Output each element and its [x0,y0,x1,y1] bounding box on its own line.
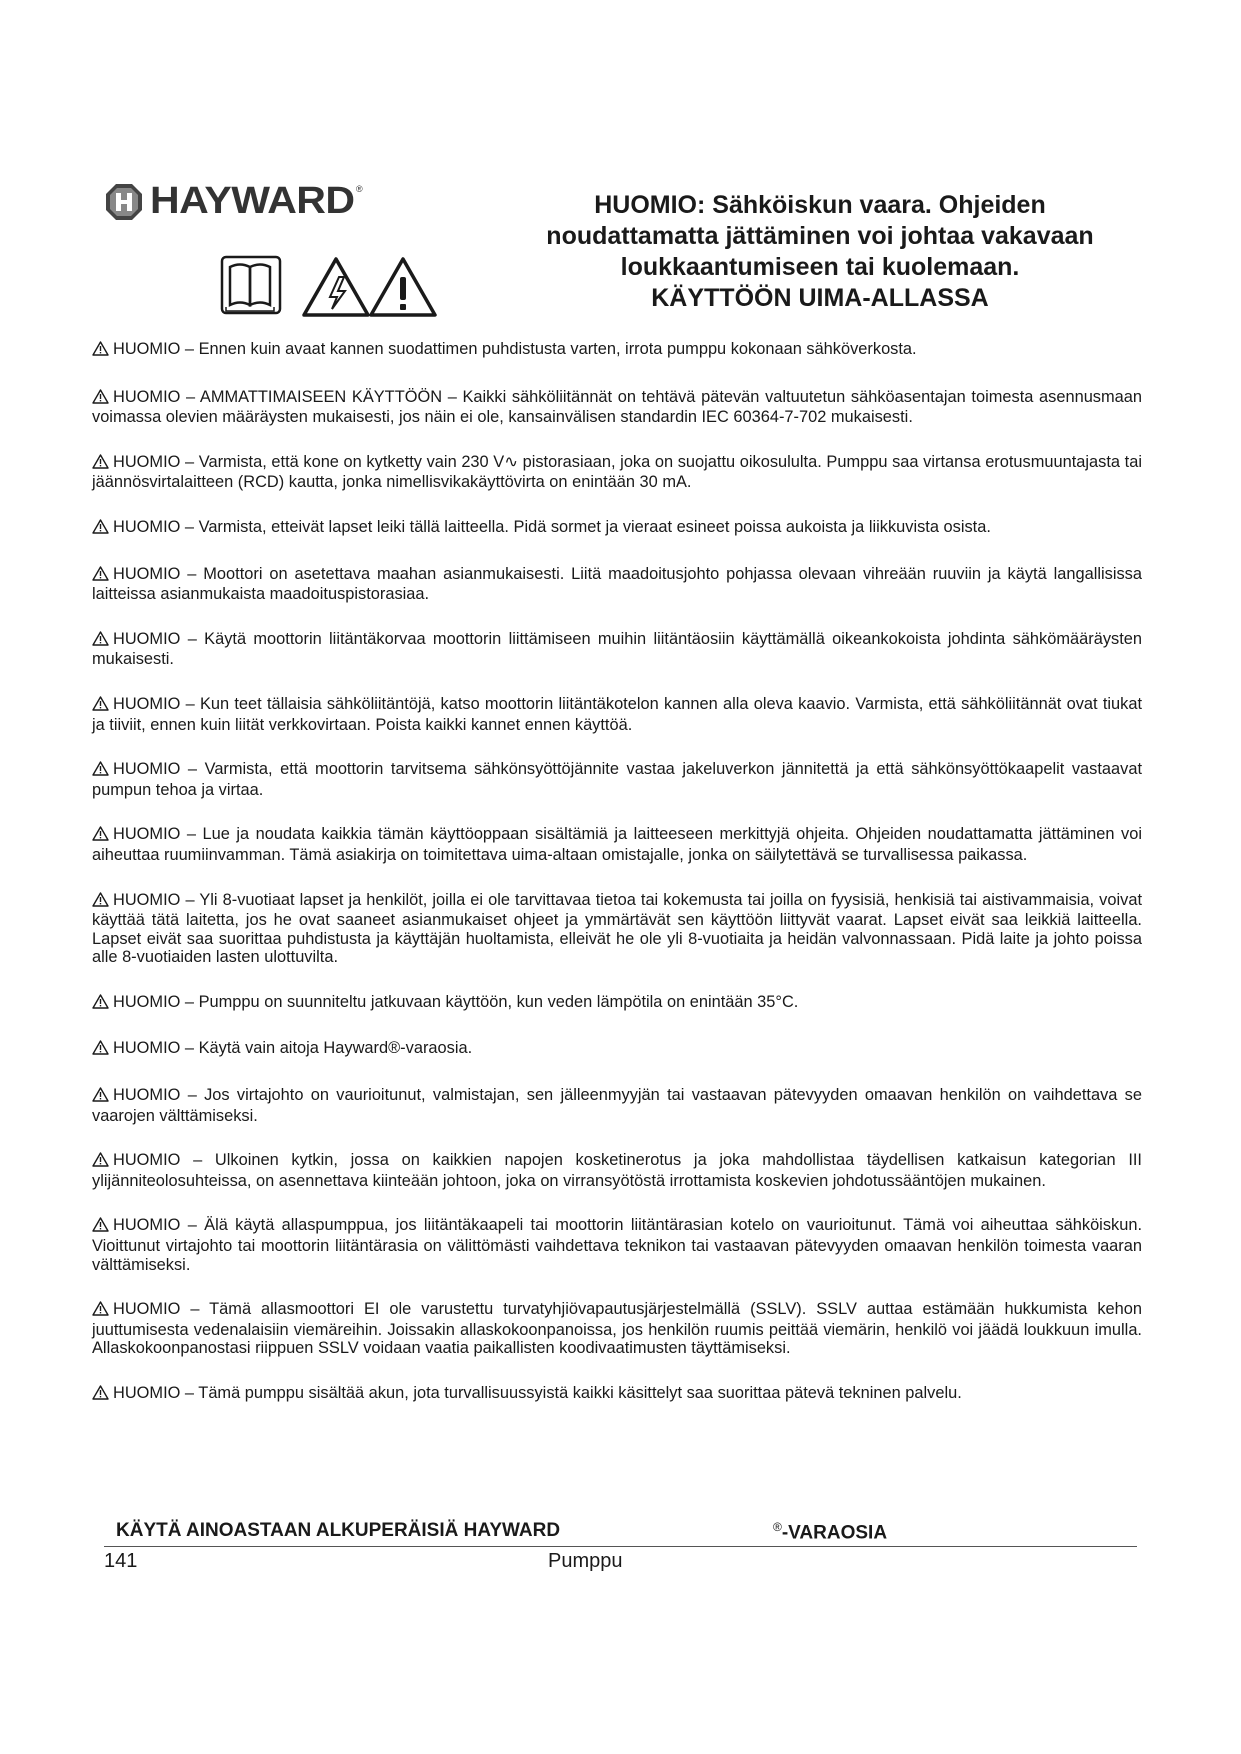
header-line-4: KÄYTTÖÖN UIMA-ALLASSA [651,284,989,312]
footer-title-left: KÄYTÄ AINOASTAAN ALKUPERÄISIÄ HAYWARD [116,1520,561,1541]
warning-paragraph [92,993,1142,1014]
warning-text: HUOMIO – Varmista, että moottorin tarvitsema sähkönsyöttöjännite vastaa jakeluverkon jännitettä ja että sähkönsyöttökaapelit vastaavat pumpun tehoa ja virtaa. [92,760,1142,799]
warning-paragraph [92,518,1142,539]
warning-text: HUOMIO – Tämä pumppu sisältää akun, jota turvallisuussyistä kaikki käsittelyt saa suorittaa pätevä tekninen palvelu. [113,1384,962,1402]
warning-paragraph [92,1039,1142,1060]
warning-triangle-icon [92,341,109,361]
logo-reg-mark: ® [356,184,363,194]
brand-logo [104,180,355,223]
electric-shock-warning-icon [304,259,368,315]
manual-book-icon [222,257,280,313]
warning-text: HUOMIO – Moottori on asetettava maahan asianmukaisesti. Liitä maadoitusjohto pohjassa olevaan vihreään ruuviin ja käytä langallisissa laitteissa asianmukaista maadoituspistorasiaa. [92,564,1142,604]
warning-triangle-icon [92,566,109,586]
safety-pictograms [218,253,478,324]
header-line-2: noudattamatta jättäminen voi johtaa vakavaan [546,222,1094,250]
warning-paragraph [92,1300,1142,1358]
logo-wordmark: HAYWARD [150,180,355,222]
warning-text: HUOMIO – Käytä moottorin liitäntäkorvaa moottorin liittämiseen muihin liitäntäosiin käyttämällä oikeankokoista johdinta sähkömääräysten mukaisesti. [92,629,1142,669]
warning-triangle-icon [92,1040,109,1060]
footer-divider [104,1546,1137,1547]
warnings-list [92,340,1142,1431]
warning-text: HUOMIO – Käytä vain aitoja Hayward®-varaosia. [113,1039,473,1058]
footer-title-right [773,1520,887,1544]
warning-text: HUOMIO – Jos virtajohto on vaurioitunut, valmistajan, sen jälleenmyyjän tai vastaavan pätevyyden omaavan henkilön on vaihdettava se vaarojen välttämiseksi. [92,1086,1142,1125]
warning-triangle-icon [92,454,109,474]
warning-triangle-icon [92,1087,109,1107]
warning-triangle-icon [92,892,109,912]
warning-text: HUOMIO – Ennen kuin avaat kannen suodattimen puhdistusta varten, irrota pumppu kokonaan sähköverkosta. [113,340,917,358]
page-label: Pumppu [548,1550,623,1572]
warning-triangle-icon [92,826,109,846]
warning-paragraph [92,891,1142,967]
warning-paragraph [92,1151,1142,1190]
warning-text: HUOMIO – Varmista, etteivät lapset leiki tällä laitteella. Pidä sormet ja vieraat esineet poissa aukoista ja liikkuvista osista. [113,517,991,536]
warning-triangle-icon [92,631,109,651]
footer-title-right-text: -VARAOSIA [781,1522,888,1544]
warning-text: HUOMIO – Tämä allasmoottori EI ole varustettu turvatyhjiövapautusjärjestelmällä (SSLV). SSLV auttaa estämään hukkumista kehon juuttumisesta vedenalaisiin viemäreihin. Joissakin allaskokoonpanoissa, jos henkilön ruumis peittää viemärin, henkilö voi jäädä loukkuun imulla. Allaskokoonpanostasi riippuen SSLV voidaan vaatia paikallisten koodivaatimusten täyttämiseksi. [92,1300,1142,1358]
footer-reg-mark: ® [773,1520,782,1534]
warning-paragraph [92,695,1142,734]
warning-text: HUOMIO – Yli 8-vuotiaat lapset ja henkilöt, joilla ei ole tarvittavaa tietoa tai kokemusta tai joilla on fyysisiä, henkisiä tai aistivammaisia, voivat käyttää tätä laitetta, jos he ovat saaneet asianmukaiset ohjeet ja ymmärtävät sen käyttöön liittyvät vaarat. Lapset eivät saa leikkiä laitteella. Lapset eivät saa suorittaa puhdistusta ja käyttäjän huoltamista, elleivät he ole yli 8-vuotiaita ja heidän valvonnassaan. Pidä laite ja johto poissa alle 8-vuotiaiden lasten ulottuvilta. [92,890,1142,967]
warning-paragraph [92,340,1142,361]
warning-text: HUOMIO – Älä käytä allaspumppua, jos liitäntäkaapeli tai moottorin liitäntärasian kotelo on vaurioitunut. Tämä voi aiheuttaa sähköiskun. Vioittunut virtajohto tai moottorin liitäntärasia on välittömästi vaihdettava teknikon tai vastaavan pätevyyden omaavan henkilön toimesta vaaran välttämiseksi. [92,1216,1142,1274]
warning-triangle-icon [92,1152,109,1172]
header-line-3: loukkaantumiseen tai kuolemaan. [620,253,1020,281]
warning-paragraph [92,825,1142,864]
warning-triangle-icon [92,1301,109,1321]
page-number: 141 [104,1550,138,1572]
warning-paragraph [92,1384,1142,1405]
warning-text: HUOMIO – Kun teet tällaisia sähköliitäntöjä, katso moottorin liitäntäkotelon kannen alla oleva kaavio. Varmista, että sähköliitännät ovat tiukat ja tiiviit, ennen kuin liität verkkovirtaan. Poista kaikki kannet ennen käyttöä. [92,694,1142,734]
hayward-h-icon [104,182,144,222]
warning-triangle-icon [92,1385,109,1405]
header-line-1: HUOMIO: Sähköiskun vaara. Ohjeiden [594,191,1046,219]
warning-paragraph [92,388,1142,427]
warning-paragraph [92,760,1142,799]
warning-triangle-icon [92,994,109,1014]
warning-text: HUOMIO – Ulkoinen kytkin, jossa on kaikkien napojen kosketinerotus ja joka mahdollistaa täydellisen katkaisun kategorian III ylijänniteolosuhteissa, on asennettava kiinteään johtoon, joka on virransyötöstä irrottamista koskevien johdotussääntöjen mukainen. [92,1151,1142,1190]
warning-text: HUOMIO – Lue ja noudata kaikkia tämän käyttöoppaan sisältämiä ja laitteeseen merkittyjä ohjeita. Ohjeiden noudattamatta jättäminen voi aiheuttaa ruumiinvamman. Tämä asiakirja on toimitettava uima-altaan omistajalle, jonka on säilytettävä se turvallisessa paikassa. [92,825,1142,864]
warning-triangle-icon [92,696,109,716]
warning-triangle-icon [92,389,109,409]
warning-text: HUOMIO – Varmista, että kone on kytketty vain 230 V∿ pistorasiaan, joka on suojattu oikosululta. Pumppu saa virtansa erotusmuuntajasta tai jäännösvirtalaitteen (RCD) kautta, jonka nimellisvikakäyttövirta on enintään 30 mA. [92,452,1142,492]
warning-paragraph [92,630,1142,669]
general-warning-icon [371,259,435,315]
warning-triangle-icon [92,519,109,539]
warning-text: HUOMIO – AMMATTIMAISEEN KÄYTTÖÖN – Kaikki sähköliitännät on tehtävä pätevän valtuutetun sähköasentajan toimesta asennusmaan voimassa olevien määräysten mukaisesti, jos näin ei ole, kansainvälisen standardin IEC 60364-7-702 mukaisesti. [92,387,1142,427]
hazard-header [520,190,1120,314]
warning-paragraph [92,1216,1142,1274]
warning-text: HUOMIO – Pumppu on suunniteltu jatkuvaan käyttöön, kun veden lämpötila on enintään 35°C. [113,992,799,1011]
warning-paragraph [92,1086,1142,1125]
warning-triangle-icon [92,761,109,781]
warning-triangle-icon [92,1217,109,1237]
warning-paragraph [92,565,1142,604]
warning-paragraph [92,453,1142,492]
